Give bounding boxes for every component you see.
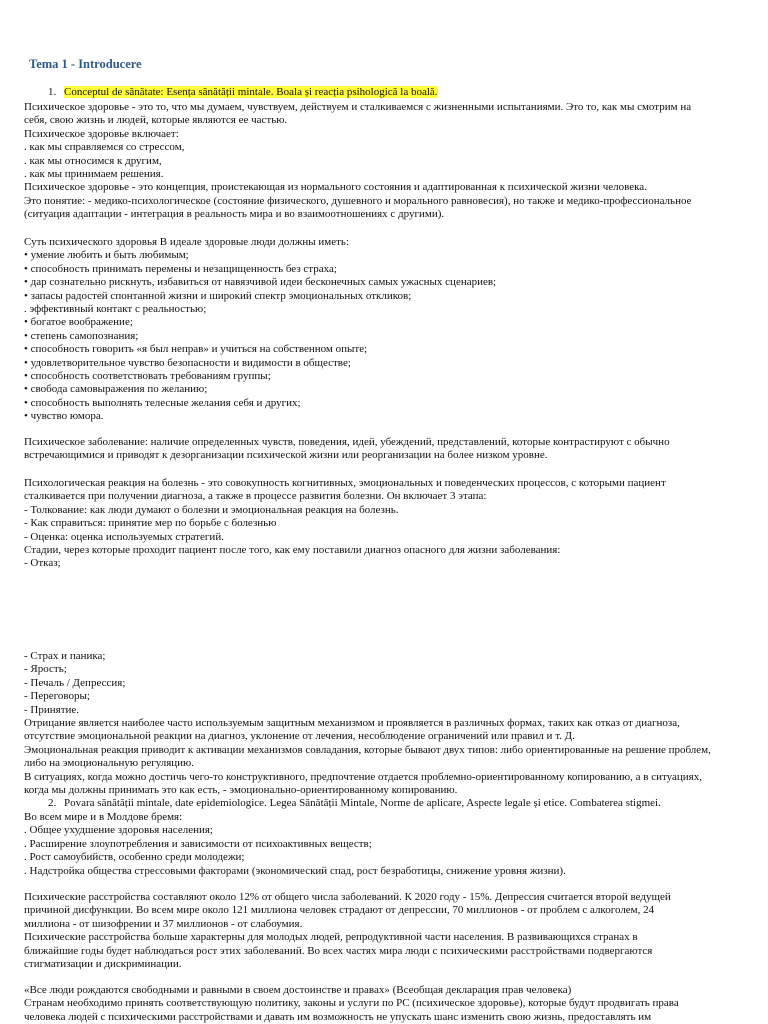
list-item: • способность выполнять телесные желания себя и других; bbox=[24, 396, 301, 409]
list-item: • чувство юмора. bbox=[24, 410, 104, 423]
paragraph-illness bbox=[24, 436, 762, 463]
text-line: Эмоциональная реакция приводит к активации механизмов совладания, которые бывают двух типов: либо ориентированные на решение проблем, bbox=[24, 743, 711, 756]
page-title: Tema 1 - Introducere bbox=[29, 57, 142, 71]
section-1-heading bbox=[48, 86, 768, 99]
text-line: В ситуациях, когда можно достичь чего-то конструктивного, предпочтение отдается проблемно-ориентированному копированию, а в ситуациях, bbox=[24, 770, 702, 783]
list-item: • умение любить и быть любимым; bbox=[24, 249, 189, 262]
list-item: - Отказ; bbox=[24, 557, 61, 570]
text-line: Психические расстройства больше характерны для молодых людей, репродуктивной части населения. В развивающихся странах в bbox=[24, 931, 638, 944]
text-line: Психические расстройства составляют около 12% от общего числа заболеваний. К 2020 году - 15%. Депрессия считается второй ведущей bbox=[24, 891, 671, 903]
text-line: Психическое здоровье - это то, что мы думаем, чувствуем, действуем и сталкиваемся с жизненными испытаниями. Это то, как мы смотрим на bbox=[24, 101, 692, 113]
list-item: • степень самопознания; bbox=[24, 329, 139, 342]
list-item: • способность соответствовать требованиям группы; bbox=[24, 370, 271, 383]
list-item: - Как справиться: принятие мер по борьбе с болезнью bbox=[24, 517, 277, 530]
text-line: Психическое здоровье - это концепция, проистекающая из нормального состояния и адаптированная к психической жизни человека. bbox=[24, 181, 647, 194]
text-line: человека людей с психическими расстройствами и давать им возможность не упускать шанс изменить свою жизнь, предоставлять им bbox=[24, 1010, 652, 1023]
list-item: • дар сознательно рискнуть, избавиться от навязчивой идеи бесконечных самых ужасных сценариев; bbox=[24, 276, 497, 289]
section-2-number: 2. bbox=[48, 797, 57, 809]
list-item: . Общее ухудшение здоровья населения; bbox=[24, 824, 213, 837]
paragraph-1 bbox=[24, 101, 762, 222]
list-item: • запасы радостей спонтанной жизни и широкий спектр эмоциональных откликов; bbox=[24, 289, 412, 302]
section-1-title: Conceptul de sănătate: Esența sănătății mintale. Boala și reacția psihologică la boală. bbox=[64, 86, 438, 98]
list-item: . эффективный контакт с реальностью; bbox=[24, 303, 207, 316]
text-line: стигматизации и дискриминации. bbox=[24, 958, 182, 971]
text-line: либо на эмоциональную регуляцию. bbox=[24, 757, 195, 770]
list-item: - Печаль / Депрессия; bbox=[24, 676, 126, 689]
list-intro: Психическое здоровье включает: bbox=[24, 127, 179, 140]
text-line: миллиона - от шизофрении и 37 миллионов - от слабоумия. bbox=[24, 917, 303, 930]
list-item: • способность принимать перемены и незащищенность без страха; bbox=[24, 262, 337, 275]
section-2-title: Povara sănătății mintale, date epidemiologice. Legea Sănătății Mintale, Norme de aplicare, Aspecte legale și etice. Combaterea stigmei. bbox=[64, 797, 661, 809]
list-item: - Переговоры; bbox=[24, 690, 90, 703]
text-line: встречающимися и приводят к дезорганизации психической жизни или реорганизации на более низком уровне. bbox=[24, 449, 548, 462]
text-line: ближайшие годы будет наблюдаться рост этих заболеваний. Во всех частях мира люди с психическими расстройствами подвергаются bbox=[24, 944, 653, 957]
text-line: себя, свою жизнь и людей, которые являются ее частью. bbox=[24, 114, 288, 127]
paragraph-essence bbox=[24, 236, 762, 424]
list-intro: Суть психического здоровья В идеале здоровые люди должны иметь: bbox=[24, 236, 349, 248]
section-1-number: 1. bbox=[48, 86, 57, 98]
paragraph-epidemiology bbox=[24, 891, 762, 971]
list-item: . Расширение злоупотребления и зависимости от психоактивных веществ; bbox=[24, 837, 372, 850]
text-line: «Все люди рождаются свободными и равными в своем достоинстве и правах» (Всеобщая декларация прав человека) bbox=[24, 984, 572, 996]
list-item: - Страх и паника; bbox=[24, 650, 106, 662]
section-2-heading bbox=[48, 797, 768, 810]
text-line: Психическое заболевание: наличие определенных чувств, поведения, идей, убеждений, представлений, которые контрастируют с обычно bbox=[24, 436, 670, 448]
text-line: отсутствие эмоциональной реакции на диагноз, уклонение от лечения, несоблюдение ограничений или правил и т. Д. bbox=[24, 730, 575, 743]
text-line: сталкивается при получении диагноза, а также в процессе развития болезни. Он включает 3 этапа: bbox=[24, 490, 487, 503]
paragraph-reaction bbox=[24, 477, 762, 571]
text-line: (ситуация адаптации - интеграция в реальность мира и во взаимоотношениях с другими). bbox=[24, 208, 445, 221]
list-item: • богатое воображение; bbox=[24, 316, 133, 329]
paragraph-stages bbox=[24, 650, 762, 797]
text-line: когда мы должны принимать это как есть, - эмоционально-ориентированному копированию. bbox=[24, 784, 458, 797]
list-item: . как мы принимаем решения. bbox=[24, 168, 164, 181]
text-line: Психологическая реакция на болезнь - это совокупность когнитивных, эмоциональных и поведенческих процессов, с которыми пациент bbox=[24, 477, 666, 489]
text-line: Стадии, через которые проходит пациент после того, как ему поставили диагноз опасного для жизни заболевания: bbox=[24, 544, 561, 557]
list-item: . Надстройка общества стрессовыми факторами (экономический спад, рост безработицы, снижение уровня жизни). bbox=[24, 864, 566, 877]
list-item: - Принятие. bbox=[24, 703, 80, 716]
paragraph-burden bbox=[24, 811, 762, 878]
text-line: Отрицание является наиболее часто используемым защитным механизмом и проявляется в различных формах, таких как отказ от диагноза, bbox=[24, 717, 680, 730]
text-line: Это понятие: - медико-психологическое (состояние физического, душевного и морального равновесия), но также и медико-профессиональное bbox=[24, 194, 692, 207]
paragraph-rights bbox=[24, 984, 762, 1024]
text-line: причиной дисфункции. Во всем мире около 121 миллиона человек страдают от депрессии, 70 миллионов - от проблем с алкоголем, 24 bbox=[24, 904, 655, 917]
list-intro: Во всем мире и в Молдове бремя: bbox=[24, 811, 183, 823]
list-item: . как мы справляемся со стрессом, bbox=[24, 141, 185, 154]
list-item: • удовлетворительное чувство безопасности и видимости в обществе; bbox=[24, 356, 351, 369]
list-item: - Оценка: оценка используемых стратегий. bbox=[24, 530, 224, 543]
list-item: • свобода самовыражения по желанию; bbox=[24, 383, 208, 396]
list-item: • способность говорить «я был неправ» и учиться на собственном опыте; bbox=[24, 343, 368, 356]
list-item: . как мы относимся к другим, bbox=[24, 154, 162, 167]
list-item: - Толкование: как люди думают о болезни и эмоциональная реакция на болезнь. bbox=[24, 503, 399, 516]
list-item: . Рост самоубийств, особенно среди молодежи; bbox=[24, 851, 245, 864]
text-line: Странам необходимо принять соответствующую политику, законы и услуги по PC (психическое здоровье), которые будут продвигать права bbox=[24, 997, 679, 1010]
list-item: - Ярость; bbox=[24, 663, 67, 676]
